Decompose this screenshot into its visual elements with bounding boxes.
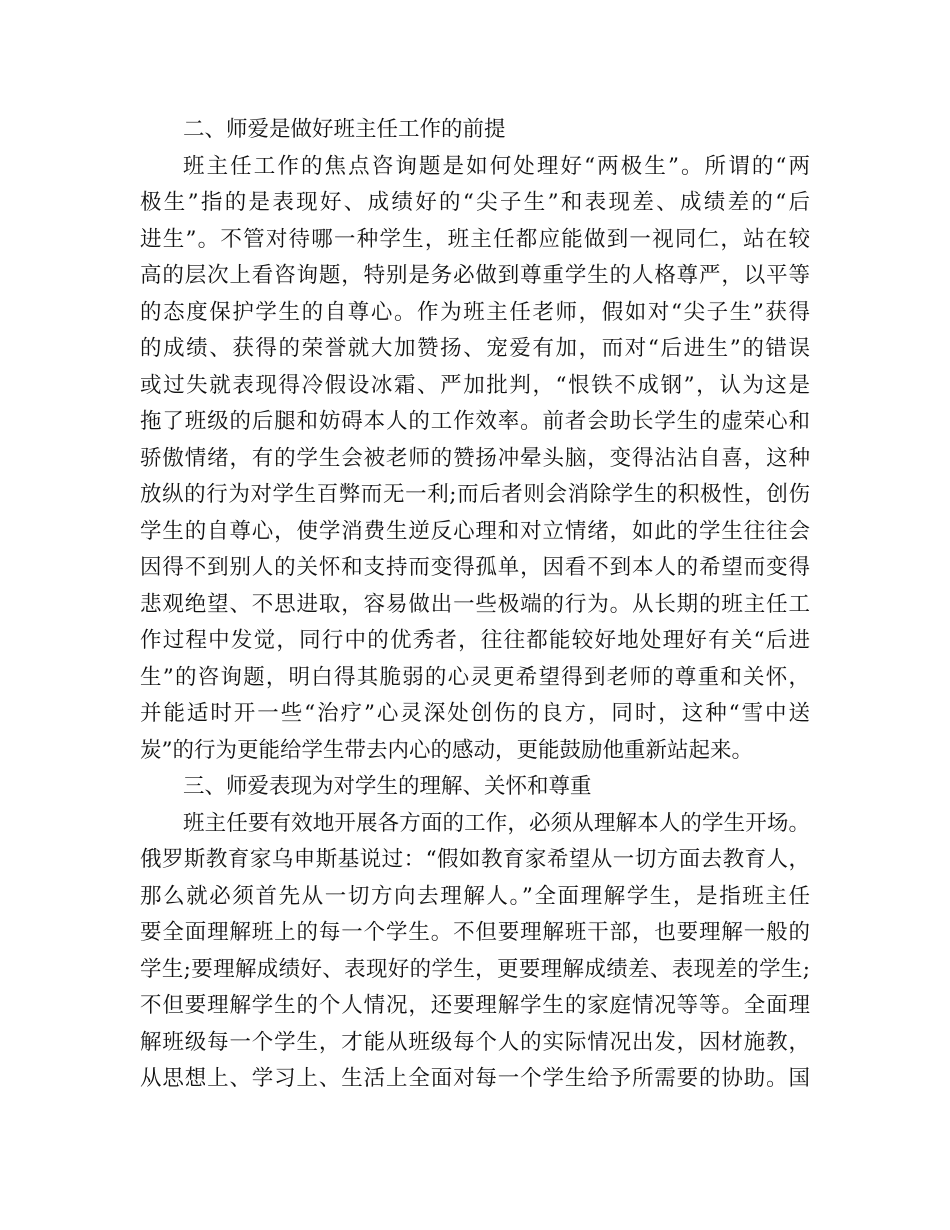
paragraph-line: 因得不到别人的关怀和支持而变得孤单，因看不到本人的希望而变得 [140,555,810,580]
paragraph-line: 要全面理解班上的每一个学生。不但要理解班干部，也要理解一般的 [140,920,810,945]
paragraph-line: 的态度保护学生的自尊心。作为班主任老师，假如对“尖子生”获得 [140,299,810,325]
paragraph-line: 极生”指的是表现好、成绩好的“尖子生”和表现差、成绩差的“后 [140,190,810,215]
paragraph-line: 班主任工作的焦点咨询题是如何处理好“两极生”。所谓的“两 [183,153,810,179]
paragraph-line: 悲观绝望、不思进取，容易做出一些极端的行为。从长期的班主任工 [140,591,810,617]
section-heading-3: 三、师爱表现为对学生的理解、关怀和尊重 [183,774,592,799]
paragraph-line: 高的层次上看咨询题，特别是务必做到尊重学生的人格尊严，以平等 [140,263,810,288]
paragraph-line: 拖了班级的后腿和妨碍本人的工作效率。前者会助长学生的虚荣心和 [140,409,810,434]
paragraph-line: 炭”的行为更能给学生带去内心的感动，更能鼓励他重新站起来。 [140,737,753,763]
paragraph-line: 并能适时开一些“治疗”心灵深处创伤的良方，同时，这种“雪中送 [140,701,810,726]
paragraph-line: 那么就必须首先从一切方向去理解人。”全面理解学生，是指班主任 [140,883,810,909]
paragraph-line: 放纵的行为对学生百弊而无一利;而后者则会消除学生的积极性，创伤 [140,482,810,507]
document-page [140,112,810,1098]
paragraph-3 [140,806,810,1098]
paragraph-line: 班主任要有效地开展各方面的工作，必须从理解本人的学生开场。 [183,810,810,836]
paragraph-line: 生”的咨询题，明白得其脆弱的心灵更希望得到老师的尊重和关怀， [140,664,810,690]
paragraph-line: 学生;要理解成绩好、表现好的学生，更要理解成绩差、表现差的学生; [140,956,810,982]
paragraph-line: 作过程中发觉，同行中的优秀者，往往都能较好地处理好有关“后进 [140,628,810,653]
paragraph-line: 进生”。不管对待哪一种学生，班主任都应能做到一视同仁，站在较 [140,226,810,252]
section-heading-2: 二、师爱是做好班主任工作的前提 [183,117,506,142]
paragraph-line: 俄罗斯教育家乌申斯基说过：“假如教育家希望从一切方面去教育人， [140,847,810,872]
paragraph-line: 学生的自尊心，使学消费生逆反心理和对立情绪，如此的学生往往会 [140,518,810,544]
paragraph-line: 解班级每一个学生，才能从班级每个人的实际情况出发，因材施教， [140,1029,810,1055]
paragraph-2 [140,149,810,770]
paragraph-line: 或过失就表现得冷假设冰霜、严加批判，“恨铁不成钢”，认为这是 [140,372,810,398]
paragraph-line: 的成绩、获得的荣誉就大加赞扬、宠爱有加，而对“后进生”的错误 [140,336,810,361]
paragraph-line: 不但要理解学生的个人情况，还要理解学生的家庭情况等等。全面理 [140,993,810,1018]
paragraph-line: 骄傲情绪，有的学生会被老师的赞扬冲晕头脑，变得沾沾自喜，这种 [140,445,810,471]
paragraph-line: 从思想上、学习上、生活上全面对每一个学生给予所需要的协助。国 [140,1066,810,1091]
